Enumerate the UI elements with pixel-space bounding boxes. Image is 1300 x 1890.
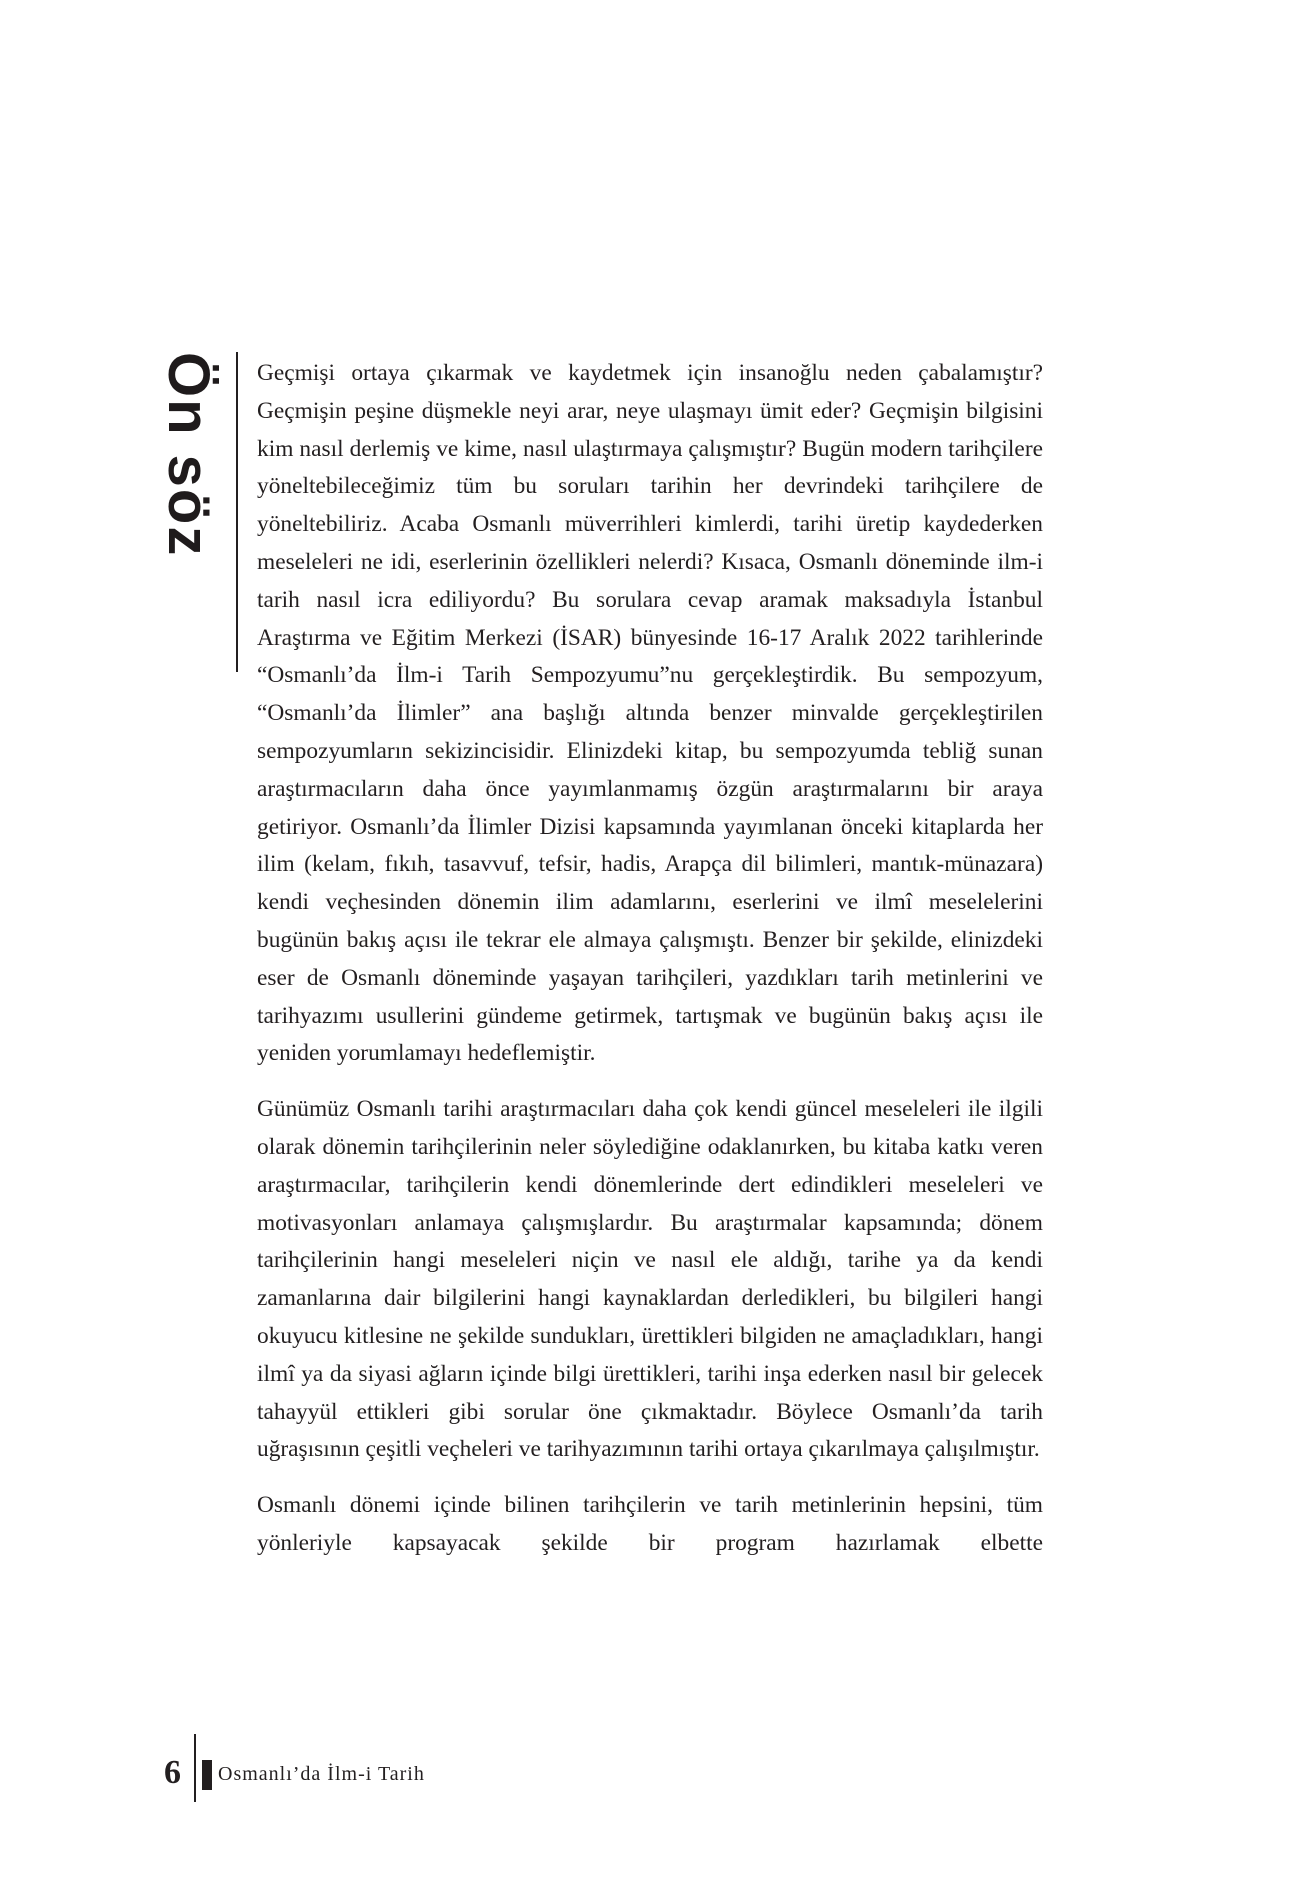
paragraph: Osmanlı dönemi içinde bilinen tarihçilerin ve tarih metinlerinin hepsini, tüm yönleriyle kapsayacak şekilde bir program hazırlamak elbette	[257, 1492, 1043, 1556]
paragraph: Geçmişi ortaya çıkarmak ve kaydetmek için insanoğlu neden çabalamıştır? Geçmişin peşine düşmekle neyi arar, neye ulaşmayı ümit eder? Geçmişin bilgisini kim nasıl derlemiş ve kime, nasıl ulaştırmaya çalışmıştır? Bugün modern tarihçilere yöneltebileceğimiz tüm bu soruları tarihin her devrindeki tarihçilere de yöneltebiliriz. Acaba Osmanlı müverrihleri kimlerdi, tarihi üretip kaydederken meseleleri ne idi, eserlerinin özellikleri nelerdi? Kısaca, Osmanlı döneminde ilm-i tarih nasıl icra ediliyordu? Bu sorulara cevap aramak maksadıyla İstanbul Araştırma ve Eğitim Merkezi (İSAR) bünyesinde 16-17 Aralık 2022 tarihlerinde “Osmanlı’da İlm-i Tarih Sempozyumu”nu gerçekleştirdik. Bu sempozyum, “Osmanlı’da İlimler” ana başlığı altında benzer minvalde gerçekleştirilen sempozyumların sekizincisidir. Elinizdeki kitap, bu sempozyumda tebliğ sunan araştırmacıların daha önce yayımlanmamış özgün araştırmalarını bir araya getiriyor. Osmanlı’da İlimler Dizisi kapsamında yayımlanan önceki kitaplarda her ilim (kelam, fıkıh, tasavvuf, tefsir, hadis, Arapça dil bilimleri, mantık-münazara) kendi veçhesinden dönemin ilim adamlarını, eserlerini ve ilmî meselelerini bugünün bakış açısı ile tekrar ele almaya çalışmıştı. Benzer bir şekilde, elinizdeki eser de Osmanlı döneminde yaşayan tarihçileri, yazdıkları tarih metinlerini ve tarihyazımı usullerini gündeme getirmek, tartışmak ve bugünün bakış açısı ile yeniden yorumlamayı hedeflemiştir.	[257, 360, 1043, 1067]
chapter-title-text: Ön söz	[156, 352, 221, 558]
paragraph: Günümüz Osmanlı tarihi araştırmacıları daha çok kendi güncel meseleleri ile ilgili olarak dönemin tarihçilerinin neler söylediğine odaklanırken, bu kitaba katkı veren araştırmacılar, tarihçilerin kendi dönemlerinde dert edindikleri meseleleri ve motivasyonları anlamaya çalışmışlardır. Bu araştırmalar kapsamında; dönem tarihçilerinin hangi meseleleri niçin ve nasıl ele aldığı, tarihe ya da kendi zamanlarına dair bilgilerini hangi kaynaklardan derledikleri, bu bilgileri hangi okuyucu kitlesine ne şekilde sundukları, ürettikleri bilgiden ne amaçladıkları, hangi ilmî ya da siyasi ağların içinde bilgi ürettikleri, tarihi inşa ederken nasıl bir gelecek tahayyül ettikleri gibi sorular öne çıkmaktadır. Böylece Osmanlı’da tarih uğraşısının çeşitli veçheleri ve tarihyazımının tarihi ortaya çıkarılmaya çalışılmıştır.	[257, 1096, 1043, 1463]
running-title: Osmanlı’da İlm-i Tarih	[218, 1763, 425, 1785]
page-number: 6	[164, 1754, 181, 1791]
body-text	[257, 355, 1043, 1581]
title-divider	[236, 352, 238, 672]
footer-divider	[194, 1734, 196, 1802]
page-footer	[160, 1734, 560, 1802]
footer-marker	[202, 1760, 212, 1790]
chapter-title	[145, 352, 235, 602]
